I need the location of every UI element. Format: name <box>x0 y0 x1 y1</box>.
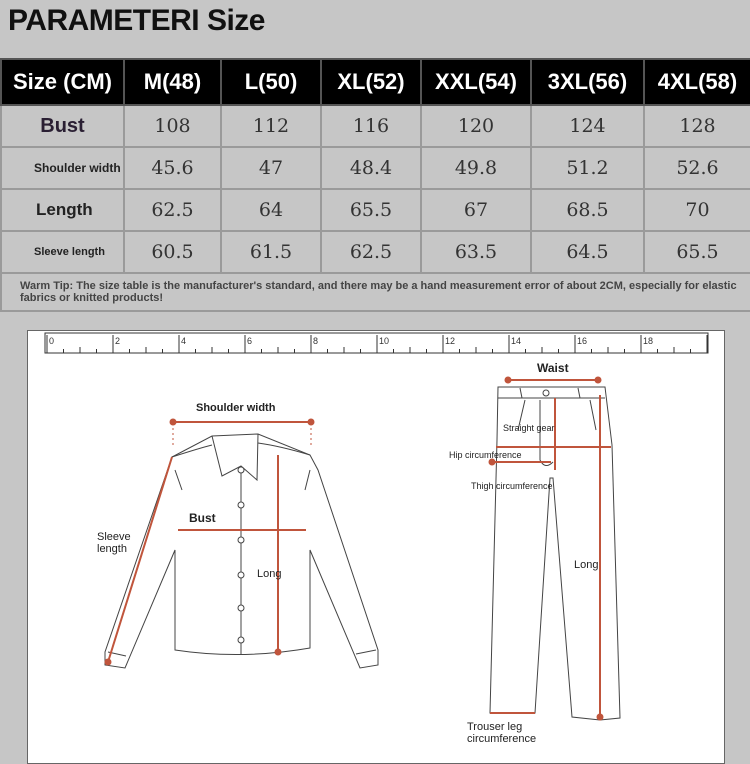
cell: 64.5 <box>531 231 644 273</box>
cell: 112 <box>221 105 321 147</box>
warm-tip-row <box>1 273 750 311</box>
size-header: 3XL(56) <box>531 59 644 105</box>
corner-header: Size (CM) <box>1 59 124 105</box>
bust-label: Bust <box>189 511 216 525</box>
ruler-label: 12 <box>445 336 456 346</box>
cell: 128 <box>644 105 750 147</box>
sleeve-length-label: Sleeve length <box>97 531 131 555</box>
row-label: Bust <box>1 105 124 147</box>
size-header: 4XL(58) <box>644 59 750 105</box>
table-row <box>1 231 750 273</box>
ruler-label: 14 <box>511 336 522 346</box>
cell: 108 <box>124 105 221 147</box>
ruler-label: 10 <box>379 336 390 346</box>
cell: 47 <box>221 147 321 189</box>
cell: 52.6 <box>644 147 750 189</box>
cell: 65.5 <box>321 189 421 231</box>
cell: 65.5 <box>644 231 750 273</box>
row-label: Shoulder width <box>1 147 124 189</box>
ruler-label: 18 <box>643 336 654 346</box>
size-header: XL(52) <box>321 59 421 105</box>
size-table <box>0 58 750 312</box>
cell: 49.8 <box>421 147 531 189</box>
row-label: Sleeve length <box>1 231 124 273</box>
cell: 116 <box>321 105 421 147</box>
pants-long-label: Long <box>574 559 599 571</box>
ruler <box>45 333 708 353</box>
ruler-label: 0 <box>49 336 55 346</box>
cell: 124 <box>531 105 644 147</box>
cell: 48.4 <box>321 147 421 189</box>
table-header-row <box>1 59 750 105</box>
cell: 62.5 <box>321 231 421 273</box>
hip-circumference-label: Hip circumference <box>449 450 522 460</box>
size-header: M(48) <box>124 59 221 105</box>
cell: 60.5 <box>124 231 221 273</box>
warm-tip: Warm Tip: The size table is the manufacturer's standard, and there may be a hand measurement error of about 2CM, especially for elastic fabrics or knitted products! <box>1 273 750 311</box>
cell: 45.6 <box>124 147 221 189</box>
cell: 120 <box>421 105 531 147</box>
ruler-label: 16 <box>577 336 588 346</box>
cell: 51.2 <box>531 147 644 189</box>
cell: 63.5 <box>421 231 531 273</box>
ruler-label: 2 <box>115 336 121 346</box>
cell: 61.5 <box>221 231 321 273</box>
ruler-label: 6 <box>247 336 253 346</box>
cell: 62.5 <box>124 189 221 231</box>
ruler-label: 4 <box>181 336 187 346</box>
page-title: PARAMETERI Size <box>8 4 265 37</box>
table-row <box>1 189 750 231</box>
table-row <box>1 105 750 147</box>
cell: 70 <box>644 189 750 231</box>
size-header: XXL(54) <box>421 59 531 105</box>
row-label: Length <box>1 189 124 231</box>
cell: 68.5 <box>531 189 644 231</box>
size-header: L(50) <box>221 59 321 105</box>
ruler-label: 8 <box>313 336 319 346</box>
thigh-circumference-label: Thigh circumference <box>471 481 553 491</box>
waist-label: Waist <box>537 361 569 375</box>
table-row <box>1 147 750 189</box>
cell: 64 <box>221 189 321 231</box>
straight-gear-label: Straight gear <box>503 423 555 433</box>
shoulder-width-label: Shoulder width <box>196 402 276 414</box>
trouser-leg-label: Trouser leg circumference <box>467 721 537 745</box>
shirt-long-label: Long <box>257 568 282 580</box>
cell: 67 <box>421 189 531 231</box>
